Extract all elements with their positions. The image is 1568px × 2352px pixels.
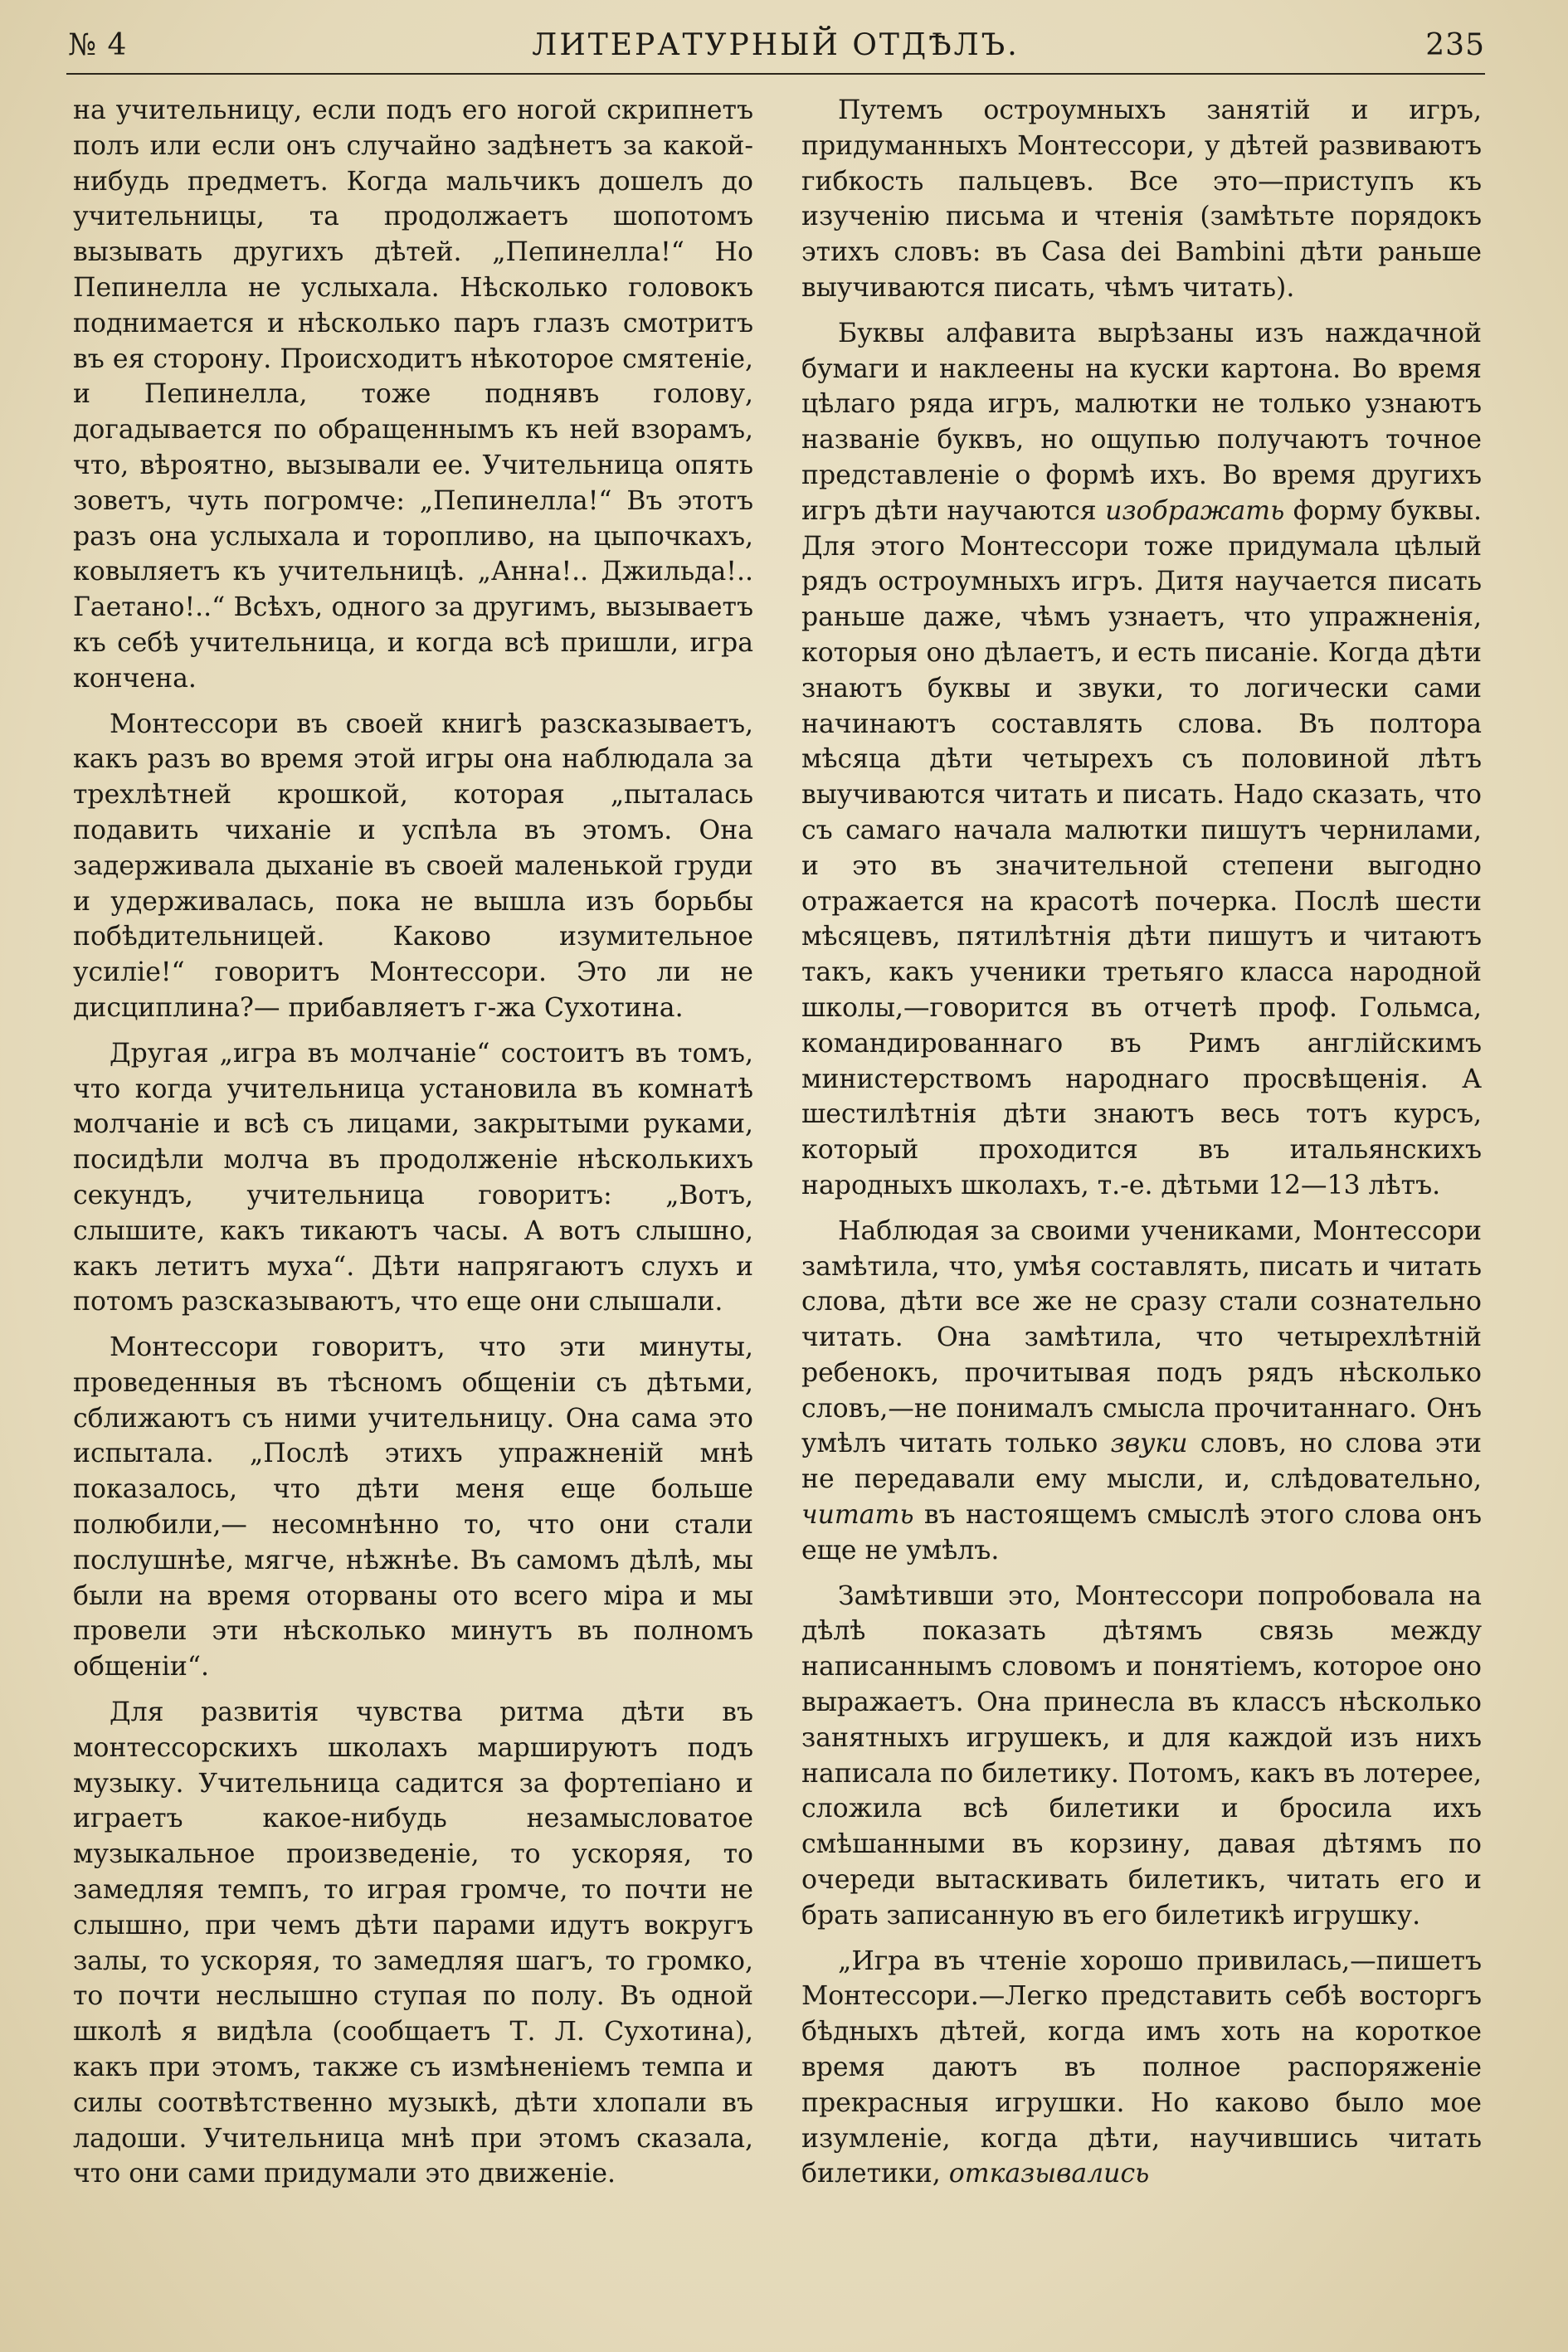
left-column [73,93,753,2333]
paragraph: на учительницу, если подъ его ногой скрипнетъ полъ или если онъ случайно задѣнетъ за какой-нибудь предметъ. Когда мальчикъ дошелъ до учительницы, та продолжаетъ шопотомъ вызывать другихъ дѣтей. „Пепинелла!“ Но Пепинелла не услыхала. Нѣсколько головокъ поднимается и нѣсколько паръ глазъ смотритъ въ ея сторону. Происходитъ нѣкоторое смятеніе, и Пепинелла, тоже поднявъ голову, догадывается по обращеннымъ къ ней взорамъ, что, вѣроятно, вызывали ее. Учительница опять зоветъ, чуть погромче: „Пепинелла!“ Въ этотъ разъ она услыхала и торопливо, на цыпочкахъ, ковыляетъ къ учительницѣ. „Анна!.. Джильда!.. Гаетано!..“ Всѣхъ, одного за другимъ, вызываетъ къ себѣ учительница, и когда всѣ пришли, игра кончена. [73,95,753,694]
text-run: словъ, но слова эти не передавали ему мысли, и, слѣдовательно, [801,1429,1482,1495]
emphasis: изображать [1105,495,1285,526]
right-column [801,93,1482,2333]
paragraph: Монтессори въ своей книгѣ разсказываетъ, какъ разъ во время этой игры она наблюдала за трехлѣтней крошкой, которая „пыталась подавить чиханіе и успѣла въ этомъ. Она задерживала дыханіе въ своей маленькой груди и удерживалась, пока не вышла изъ борьбы побѣдительницей. Каково изумительное усиліе!“ говоритъ Монтессори. Это ли не дисциплина?— прибавляетъ г-жа Сухотина. [73,709,753,1023]
issue-number: № 4 [68,28,128,62]
page-number: 235 [1425,28,1485,62]
text-run: въ настоящемъ смыслѣ этого слова онъ еще не умѣлъ. [801,1500,1482,1566]
emphasis: читать [801,1500,914,1531]
text-run: „Игра въ чтеніе хорошо привилась,—пишетъ Монтессори.—Легко представить себѣ восторгъ бѣдныхъ дѣтей, когда имъ хоть на короткое время даютъ въ полное распоряженіе прекрасныя игрушки. Но каково было мое изумленіе, когда дѣти, научившись читать билетики, [801,1945,1482,2189]
emphasis: звуки [1110,1429,1188,1459]
text-run: Наблюдая за своими учениками, Монтессори замѣтила, что, умѣя составлять, писать и читать слова, дѣти все же не сразу стали сознательно читать. Она замѣтила, что четырехлѣтній ребенокъ, прочитывая подъ рядъ нѣсколько словъ,—не понималъ смысла прочитаннаго. Онъ умѣлъ читать только [801,1215,1482,1459]
paragraph: Путемъ остроумныхъ занятій и игръ, придуманныхъ Монтессори, у дѣтей развиваютъ гибкость пальцевъ. Все это—приступъ къ изученію письма и чтенія (замѣтьте порядокъ этихъ словъ: въ Casa dei Bambini дѣти раньше выучиваются писать, чѣмъ читать). [801,95,1482,303]
paragraph [801,316,1482,1204]
paragraph [801,1214,1482,1569]
emphasis: отказывались [948,2159,1150,2189]
paragraph: Другая „игра въ молчаніе“ состоитъ въ томъ, что когда учительница установила въ комнатѣ молчаніе и всѣ съ лицами, закрытыми руками, посидѣли молча въ продолженіе нѣсколькихъ секундъ, учительница говоритъ: „Вотъ, слышите, какъ тикаютъ часы. А вотъ слышно, какъ летитъ муха“. Дѣти напрягаютъ слухъ и потомъ разсказываютъ, что еще они слышали. [73,1038,753,1317]
section-title: ЛИТЕРАТУРНЫЙ ОТДѢЛЪ. [532,28,1020,62]
paragraph [801,1944,1482,2193]
paragraph: Монтессори говоритъ, что эти минуты, проведенныя въ тѣсномъ общеніи съ дѣтьми, сближаютъ съ ними учительницу. Она сама это испытала. „Послѣ этихъ упражненій мнѣ показалось, что дѣти меня еще больше полюбили,— несомнѣнно то, что они стали послушнѣе, мягче, нѣжнѣе. Въ самомъ дѣлѣ, мы были на время оторваны ото всего міра и мы провели эти нѣсколько минутъ въ полномъ общеніи“. [73,1332,753,1682]
paragraph: Для развитія чувства ритма дѣти въ монтессорскихъ школахъ маршируютъ подъ музыку. Учительница садится за фортепіано и играетъ какое-нибудь незамысловатое музыкальное произведеніе, то ускоряя, то замедляя темпъ, то играя громче, то почти не слышно, при чемъ дѣти парами идутъ вокругъ залы, то ускоряя, то замедляя шагъ, то громко, то почти неслышно ступая по полу. Въ одной школѣ я видѣла (сообщаетъ Т. Л. Сухотина), какъ при этомъ, также съ измѣненіемъ темпа и силы соотвѣтственно музыкѣ, дѣти хлопали въ ладоши. Учительница мнѣ при этомъ сказала, что они сами придумали это движеніе. [73,1697,753,2189]
paragraph: Замѣтивши это, Монтессори попробовала на дѣлѣ показать дѣтямъ связь между написаннымъ словомъ и понятіемъ, которое оно выражаетъ. Она принесла въ классъ нѣсколько занятныхъ игрушекъ, и для каждой изъ нихъ написала по билетику. Потомъ, какъ въ лотерее, сложила всѣ билетики и бросила ихъ смѣшанными въ корзину, давая дѣтямъ по очереди вытаскивать билетикъ, читать его и брать записанную въ его билетикѣ игрушку. [801,1580,1482,1931]
page-header [66,23,1485,75]
text-run: форму буквы. Для этого Монтессори тоже придумала цѣлый рядъ остроумныхъ игръ. Дитя научается писать раньше даже, чѣмъ узнаетъ, что упражненія, которыя оно дѣлаетъ, и есть писаніе. Когда дѣти знаютъ буквы и звуки, то логически сами начинаютъ составлять слова. Въ полтора мѣсяца дѣти четырехъ съ половиной лѣтъ выучиваются читать и писать. Надо сказать, что съ самаго начала малютки пишутъ чернилами, и это въ значительной степени выгодно отражается на красотѣ почерка. Послѣ шести мѣсяцевъ, пятилѣтнія дѣти пишутъ и читаютъ такъ, какъ ученики третьяго класса народной школы,—говорится въ отчетѣ проф. Гольмса, командированнаго въ Римъ англійскимъ министерствомъ народнаго просвѣщенія. А шестилѣтнія дѣти знаютъ весь тотъ курсъ, который проходится въ итальянскихъ народныхъ школахъ, т.-е. дѣтьми 12—13 лѣтъ. [801,495,1482,1200]
text-run: Буквы алфавита вырѣзаны изъ наждачной бумаги и наклеены на куски картона. Во время цѣлаго ряда игръ, малютки не только узнаютъ названіе буквъ, но ощупью получаютъ точное представленіе о формѣ ихъ. Во время другихъ игръ дѣти научаются [801,318,1482,526]
